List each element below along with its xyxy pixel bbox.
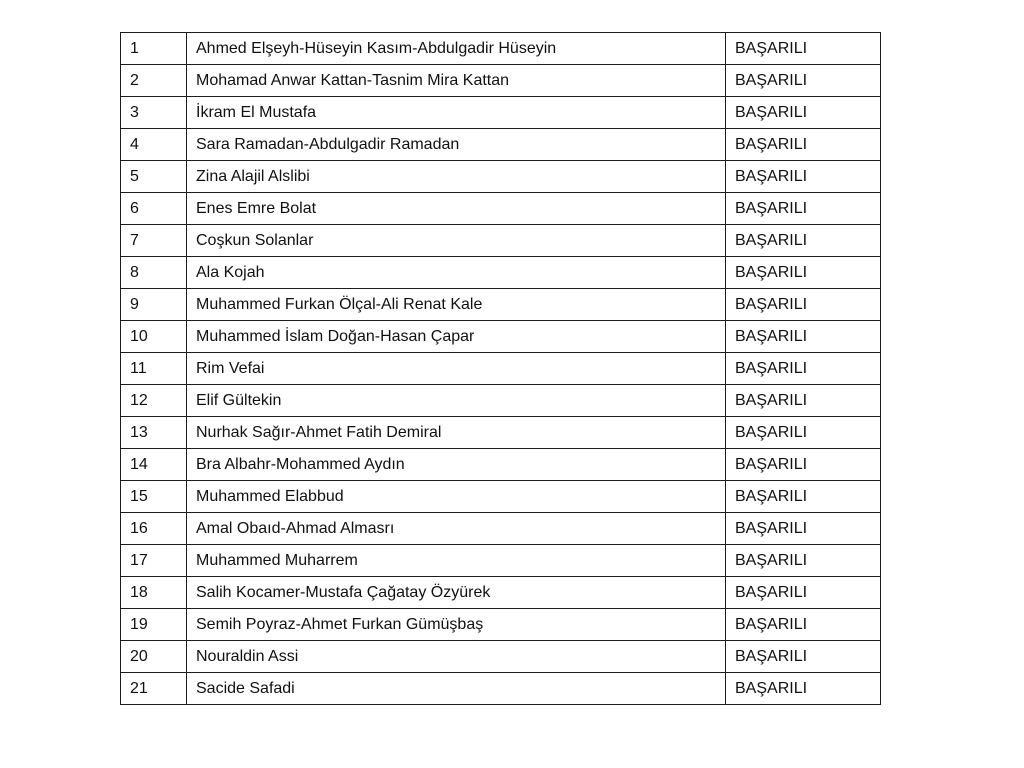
participant-names: Salih Kocamer-Mustafa Çağatay Özyürek [187, 577, 726, 609]
result-status: BAŞARILI [726, 321, 881, 353]
participant-names: Muhammed Muharrem [187, 545, 726, 577]
row-number: 18 [121, 577, 187, 609]
result-status: BAŞARILI [726, 193, 881, 225]
participant-names: Nouraldin Assi [187, 641, 726, 673]
result-status: BAŞARILI [726, 161, 881, 193]
result-status: BAŞARILI [726, 225, 881, 257]
participant-names: Ahmed Elşeyh-Hüseyin Kasım-Abdulgadir Hüseyin [187, 33, 726, 65]
table-row [121, 193, 881, 225]
result-status: BAŞARILI [726, 513, 881, 545]
table-row [121, 321, 881, 353]
participant-names: Bra Albahr-Mohammed Aydın [187, 449, 726, 481]
result-status: BAŞARILI [726, 385, 881, 417]
row-number: 15 [121, 481, 187, 513]
table-row [121, 545, 881, 577]
row-number: 3 [121, 97, 187, 129]
row-number: 17 [121, 545, 187, 577]
table-row [121, 97, 881, 129]
table-row [121, 609, 881, 641]
result-status: BAŞARILI [726, 353, 881, 385]
participant-names: Mohamad Anwar Kattan-Tasnim Mira Kattan [187, 65, 726, 97]
participant-names: İkram El Mustafa [187, 97, 726, 129]
result-status: BAŞARILI [726, 577, 881, 609]
participant-names: Sara Ramadan-Abdulgadir Ramadan [187, 129, 726, 161]
participant-names: Nurhak Sağır-Ahmet Fatih Demiral [187, 417, 726, 449]
table-row [121, 449, 881, 481]
row-number: 8 [121, 257, 187, 289]
result-status: BAŞARILI [726, 289, 881, 321]
results-table-body [121, 33, 881, 705]
participant-names: Muhammed Furkan Ölçal-Ali Renat Kale [187, 289, 726, 321]
result-status: BAŞARILI [726, 449, 881, 481]
table-row [121, 513, 881, 545]
row-number: 1 [121, 33, 187, 65]
table-row [121, 65, 881, 97]
table-row [121, 577, 881, 609]
participant-names: Amal Obaıd-Ahmad Almasrı [187, 513, 726, 545]
results-table [120, 32, 881, 705]
table-row [121, 129, 881, 161]
row-number: 19 [121, 609, 187, 641]
result-status: BAŞARILI [726, 417, 881, 449]
result-status: BAŞARILI [726, 257, 881, 289]
row-number: 9 [121, 289, 187, 321]
row-number: 11 [121, 353, 187, 385]
table-row [121, 641, 881, 673]
result-status: BAŞARILI [726, 97, 881, 129]
row-number: 5 [121, 161, 187, 193]
table-row [121, 385, 881, 417]
table-row [121, 225, 881, 257]
result-status: BAŞARILI [726, 609, 881, 641]
result-status: BAŞARILI [726, 33, 881, 65]
row-number: 14 [121, 449, 187, 481]
result-status: BAŞARILI [726, 673, 881, 705]
participant-names: Sacide Safadi [187, 673, 726, 705]
row-number: 4 [121, 129, 187, 161]
result-status: BAŞARILI [726, 129, 881, 161]
table-row [121, 161, 881, 193]
row-number: 16 [121, 513, 187, 545]
participant-names: Ala Kojah [187, 257, 726, 289]
table-row [121, 417, 881, 449]
row-number: 10 [121, 321, 187, 353]
row-number: 12 [121, 385, 187, 417]
participant-names: Zina Alajil Alslibi [187, 161, 726, 193]
participant-names: Muhammed İslam Doğan-Hasan Çapar [187, 321, 726, 353]
participant-names: Rim Vefai [187, 353, 726, 385]
table-row [121, 289, 881, 321]
table-row [121, 33, 881, 65]
participant-names: Muhammed Elabbud [187, 481, 726, 513]
participant-names: Semih Poyraz-Ahmet Furkan Gümüşbaş [187, 609, 726, 641]
table-row [121, 673, 881, 705]
row-number: 21 [121, 673, 187, 705]
participant-names: Elif Gültekin [187, 385, 726, 417]
table-row [121, 257, 881, 289]
result-status: BAŞARILI [726, 545, 881, 577]
participant-names: Coşkun Solanlar [187, 225, 726, 257]
result-status: BAŞARILI [726, 65, 881, 97]
result-status: BAŞARILI [726, 641, 881, 673]
row-number: 7 [121, 225, 187, 257]
table-row [121, 353, 881, 385]
table-row [121, 481, 881, 513]
page-heading-cropped [122, 0, 902, 4]
row-number: 2 [121, 65, 187, 97]
row-number: 13 [121, 417, 187, 449]
row-number: 6 [121, 193, 187, 225]
participant-names: Enes Emre Bolat [187, 193, 726, 225]
result-status: BAŞARILI [726, 481, 881, 513]
row-number: 20 [121, 641, 187, 673]
